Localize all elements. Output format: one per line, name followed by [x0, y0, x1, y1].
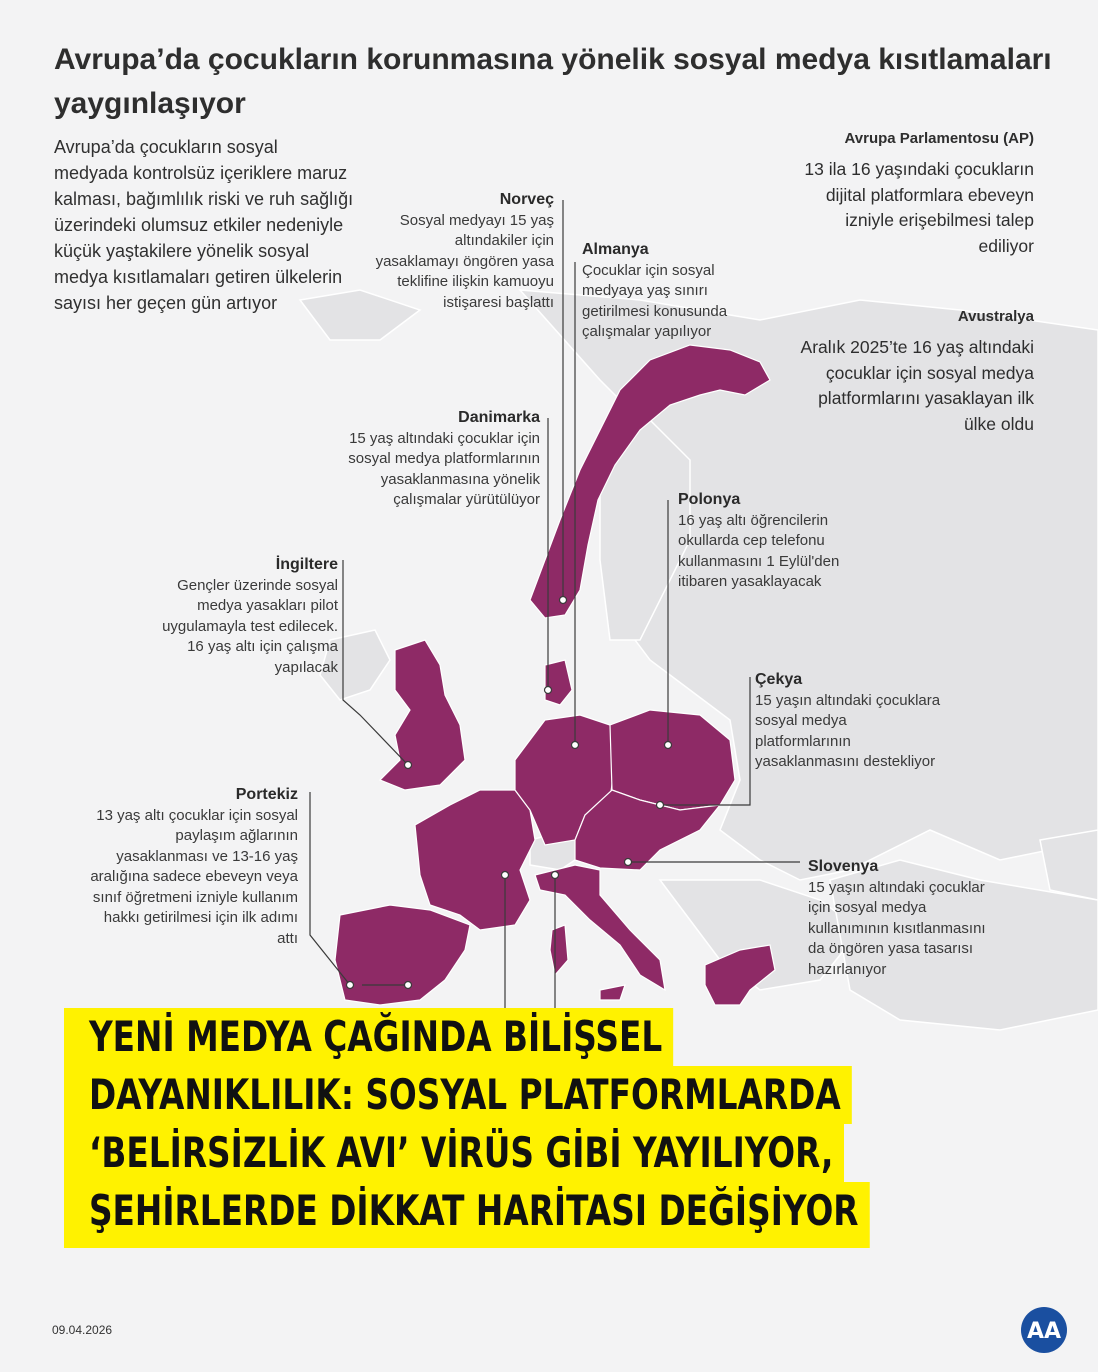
intro-text: Avrupa’da çocukların sosyal medyada kontrolsüz içeriklere maruz kalması, bağımlılık riski ve ruh sağlığı üzerindeki olumsuz etkiler nedeniyle küçük yaştakilere yönelik sosyal medya kısıtlamaları getiren ülkelerin sayısı her geçen gün artıyor — [54, 137, 354, 313]
annotation-uk-text: Gençler üzerinde sosyal medya yasakları pilot uygulamayla test edilecek. 16 yaş altı için çalışma yapılacak — [162, 576, 338, 676]
panel-australia-text: Aralık 2025’te 16 yaş altındaki çocuklar için sosyal medya platformlarını yasaklayan ilk ülke oldu — [800, 337, 1034, 434]
annotation-slovenia — [808, 857, 998, 980]
annotation-czechia-title: Çekya — [755, 671, 803, 688]
annotation-portugal — [90, 785, 298, 949]
date-label: 09.04.2026 — [52, 1323, 113, 1337]
annotation-denmark — [340, 408, 540, 511]
annotation-slovenia-title: Slovenya — [808, 858, 879, 875]
annotation-poland-title: Polonya — [678, 491, 741, 508]
annotation-poland-text: 16 yaş altı öğrencilerin okullarda cep telefonu kullanmasını 1 Eylül'den itibaren yasaklayacak — [678, 511, 840, 590]
annotation-portugal-title: Portekiz — [235, 786, 298, 803]
banner-line-1: YENİ MEDYA ÇAĞINDA BİLİŞSEL — [64, 1008, 673, 1066]
panel-european-parliament — [790, 130, 1034, 259]
annotation-poland — [678, 490, 858, 593]
page-title: Avrupa’da çocukların korunmasına yönelik sosyal medya kısıtlamaları yaygınlaşıyor — [54, 43, 1052, 120]
annotation-norway — [374, 190, 554, 313]
annotation-portugal-text: 13 yaş altı çocuklar için sosyal paylaşım ağlarının yasaklanması ve 13-16 yaş aralığına sadece ebeveyn veya sınıf öğretmeni izniyle kullanım hakkı getirilmesi için ilk adımı attı — [90, 806, 298, 947]
annotation-uk — [160, 555, 338, 678]
annotation-czechia — [755, 670, 945, 773]
banner-line-4: ŞEHİRLERDE DİKKAT HARİTASI DEĞİŞİYOR — [64, 1182, 869, 1248]
uk-shape — [380, 640, 465, 790]
aa-logo-icon — [1020, 1306, 1068, 1354]
annotation-germany-text: Çocuklar için sosyal medyaya yaş sınırı getirilmesi konusunda çalışmalar yapılıyor — [582, 261, 728, 340]
annotation-denmark-title: Danimarka — [458, 409, 540, 426]
banner-line-2: DAYANIKLILIK: SOSYAL PLATFORMLARDA — [64, 1066, 852, 1124]
panel-ep-text: 13 ila 16 yaşındaki çocukların dijital platformlara ebeveyn izniyle erişebilmesi talep ediliyor — [804, 159, 1034, 256]
panel-australia-title: Avustralya — [957, 308, 1034, 325]
banner-line-3: ‘BELİRSİZLİK AVI’ VİRÜS GİBİ YAYILIYOR, — [64, 1124, 844, 1182]
france-shape — [415, 790, 535, 930]
panel-ep-title: Avrupa Parlamentosu (AP) — [844, 130, 1034, 147]
logo-text: AA — [1026, 1319, 1062, 1344]
spain-shape — [335, 905, 470, 1005]
poland-shape — [610, 710, 735, 810]
annotation-czechia-text: 15 yaşın altındaki çocuklara sosyal medya platformlarının yasaklanmasını destekliyor — [755, 691, 941, 770]
annotation-slovenia-text: 15 yaşın altındaki çocuklar için sosyal medya kullanımının kısıtlanmasını da öngören yasa tasarısı hazırlanıyor — [808, 878, 986, 978]
denmark-shape — [545, 660, 572, 705]
annotation-denmark-text: 15 yaş altındaki çocuklar için sosyal medya platformlarının yasaklanmasına yönelik çalışmalar yürütülüyor — [348, 429, 540, 508]
annotation-germany-title: Almanya — [582, 241, 649, 258]
annotation-uk-title: İngiltere — [275, 556, 338, 573]
panel-australia — [790, 308, 1034, 437]
annotation-germany — [582, 240, 762, 343]
annotation-norway-text: Sosyal medyayı 15 yaş altındakiler için yasaklamayı öngören yasa teklifine ilişkin kamuoyu istişaresi başlattı — [375, 211, 554, 311]
annotation-norway-title: Norveç — [499, 191, 554, 208]
